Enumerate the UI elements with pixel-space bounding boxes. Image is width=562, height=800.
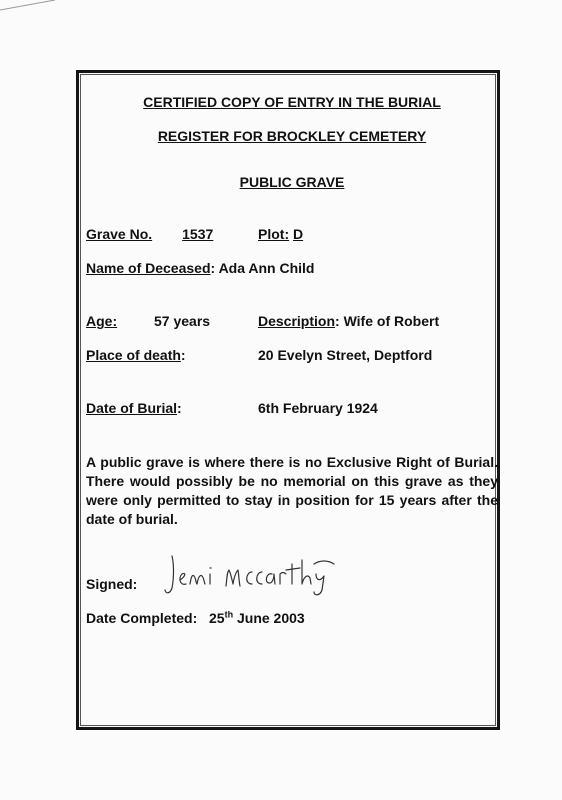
- name-label: Name of Deceased: [86, 260, 211, 276]
- plot-value: D: [293, 226, 304, 242]
- name-row: Name of Deceased: Ada Ann Child: [86, 260, 315, 276]
- title-line-1: CERTIFIED COPY OF ENTRY IN THE BURIAL: [143, 94, 441, 110]
- grave-no-value: 1537: [182, 226, 214, 242]
- description-value: Wife of Robert: [343, 313, 440, 329]
- place-label-wrap: Place of death:: [86, 347, 186, 363]
- grave-type-heading: PUBLIC GRAVE: [239, 174, 345, 190]
- plot-row: [258, 226, 303, 243]
- title-line-2: REGISTER FOR BROCKLEY CEMETERY: [157, 128, 427, 144]
- name-value: Ada Ann Child: [218, 260, 315, 276]
- age-label: Age:: [86, 313, 118, 329]
- signed-label: Signed:: [86, 576, 138, 592]
- date-completed-label: Date Completed:: [86, 610, 198, 626]
- date-completed-day: 25: [209, 610, 225, 626]
- grave-no-label: Grave No.: [86, 226, 153, 242]
- age-value: 57 years: [154, 313, 211, 329]
- date-completed-suffix: th: [224, 609, 234, 620]
- public-grave-notice: A public grave is where there is no Exclusive Right of Burial. There would possibly be no memorial on this grave as they were only permitted to stay in position for 15 years after the date of burial.: [86, 454, 498, 527]
- burial-label-wrap: Date of Burial:: [86, 400, 182, 416]
- grave-no-row: [86, 226, 219, 243]
- burial-value: 6th February 1924: [258, 400, 378, 416]
- place-label: Place of death: [86, 347, 181, 363]
- place-value: 20 Evelyn Street, Deptford: [258, 347, 433, 363]
- description-label: Description: [258, 313, 336, 329]
- date-completed-row: [86, 610, 305, 627]
- signature-image: [164, 550, 344, 600]
- date-completed-rest: June 2003: [236, 610, 305, 626]
- corner-mark: [0, 0, 60, 12]
- description-row: Description: Wife of Robert: [258, 313, 440, 329]
- plot-label: Plot:: [258, 226, 290, 242]
- burial-label: Date of Burial: [86, 400, 178, 416]
